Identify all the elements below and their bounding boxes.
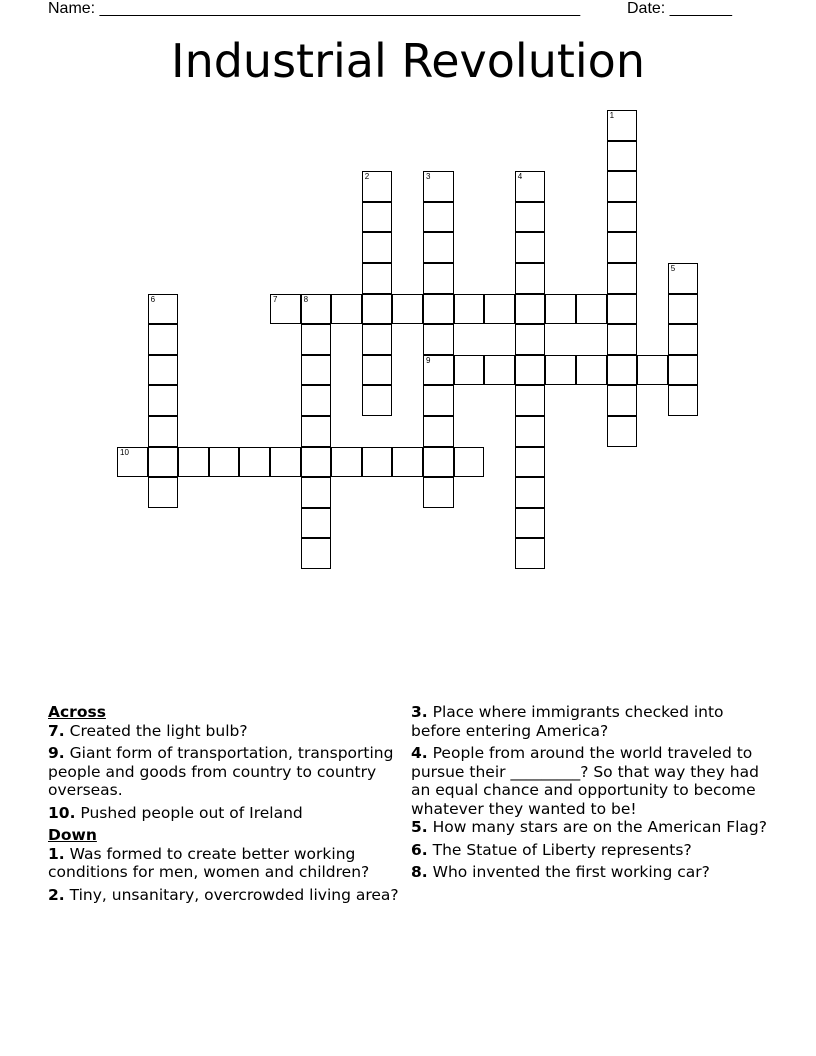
grid-cell[interactable] bbox=[607, 263, 638, 294]
grid-cell[interactable] bbox=[301, 355, 332, 386]
grid-cell[interactable] bbox=[178, 447, 209, 478]
cell-number: 10 bbox=[120, 447, 129, 457]
clue-number: 4. bbox=[411, 744, 428, 762]
clue-across-9 bbox=[48, 744, 408, 800]
clue-text: The Statue of Liberty represents? bbox=[432, 840, 692, 859]
clue-down-2 bbox=[48, 886, 408, 905]
clue-text: Was formed to create better working conditions for men, women and children? bbox=[48, 844, 370, 881]
grid-cell[interactable] bbox=[637, 355, 668, 386]
grid-cell[interactable] bbox=[607, 385, 638, 416]
grid-cell[interactable] bbox=[545, 294, 576, 325]
cell-number: 6 bbox=[150, 294, 156, 304]
name-field[interactable] bbox=[48, 0, 580, 18]
grid-cell[interactable] bbox=[515, 324, 546, 355]
cell-number: 8 bbox=[303, 294, 309, 304]
date-label: Date: bbox=[627, 0, 670, 17]
grid-cell[interactable] bbox=[607, 110, 638, 141]
grid-cell[interactable] bbox=[362, 294, 393, 325]
grid-cell[interactable] bbox=[484, 294, 515, 325]
grid-cell[interactable] bbox=[148, 294, 179, 325]
grid-cell[interactable] bbox=[423, 263, 454, 294]
grid-cell[interactable] bbox=[576, 294, 607, 325]
grid-cell[interactable] bbox=[362, 355, 393, 386]
clues-left-column bbox=[48, 703, 408, 908]
grid-cell[interactable] bbox=[117, 447, 148, 478]
grid-cell[interactable] bbox=[362, 447, 393, 478]
grid-cell[interactable] bbox=[423, 232, 454, 263]
clue-down-6 bbox=[411, 841, 771, 860]
clue-text: Created the light bulb? bbox=[69, 721, 248, 740]
grid-cell[interactable] bbox=[392, 447, 423, 478]
grid-cell[interactable] bbox=[148, 385, 179, 416]
grid-cell[interactable] bbox=[515, 477, 546, 508]
grid-cell[interactable] bbox=[362, 385, 393, 416]
cell-number: 9 bbox=[426, 355, 431, 365]
clue-text: Giant form of transportation, transporting people and goods from country to country overseas. bbox=[48, 744, 394, 799]
clue-across-7 bbox=[48, 722, 408, 741]
clue-text: Place where immigrants checked into before entering America? bbox=[411, 703, 724, 740]
grid-cell[interactable] bbox=[301, 477, 332, 508]
grid-cell[interactable] bbox=[454, 355, 485, 386]
grid-cell[interactable] bbox=[668, 324, 699, 355]
grid-cell[interactable] bbox=[331, 447, 362, 478]
name-line[interactable]: ______________________________________________________ bbox=[99, 0, 581, 17]
clue-number: 5. bbox=[411, 818, 428, 836]
grid-cell[interactable] bbox=[362, 202, 393, 233]
clue-number: 6. bbox=[411, 840, 428, 859]
grid-cell[interactable] bbox=[239, 447, 270, 478]
clue-across-10 bbox=[48, 804, 408, 823]
clue-number: 1. bbox=[48, 844, 65, 863]
grid-cell[interactable] bbox=[607, 416, 638, 447]
clue-number: 8. bbox=[411, 863, 428, 881]
clue-text: Who invented the first working car? bbox=[432, 863, 710, 881]
grid-cell[interactable] bbox=[148, 355, 179, 386]
clue-down-3 bbox=[411, 703, 771, 740]
cell-number: 3 bbox=[426, 172, 431, 182]
grid-cell[interactable] bbox=[515, 232, 546, 263]
grid-cell[interactable] bbox=[515, 538, 546, 569]
grid-cell[interactable] bbox=[362, 263, 393, 294]
grid-cell[interactable] bbox=[362, 171, 393, 202]
date-field[interactable] bbox=[627, 0, 732, 18]
grid-cell[interactable] bbox=[515, 263, 546, 294]
grid-cell[interactable] bbox=[484, 355, 515, 386]
grid-cell[interactable] bbox=[423, 355, 454, 386]
grid-cell[interactable] bbox=[301, 508, 332, 539]
clue-number: 7. bbox=[48, 721, 65, 740]
grid-cell[interactable] bbox=[148, 324, 179, 355]
grid-cell[interactable] bbox=[515, 385, 546, 416]
grid-cell[interactable] bbox=[423, 202, 454, 233]
grid-cell[interactable] bbox=[148, 416, 179, 447]
cell-number: 1 bbox=[609, 111, 615, 120]
down-heading: Down bbox=[48, 826, 97, 844]
clue-down-1 bbox=[48, 845, 408, 882]
grid-cell[interactable] bbox=[515, 294, 546, 325]
clue-number: 2. bbox=[48, 885, 65, 904]
grid-cell[interactable] bbox=[301, 538, 332, 569]
grid-cell[interactable] bbox=[270, 294, 301, 325]
grid-cell[interactable] bbox=[423, 385, 454, 416]
grid-cell[interactable] bbox=[362, 232, 393, 263]
name-label: Name: bbox=[48, 0, 100, 17]
grid-cell[interactable] bbox=[607, 355, 638, 386]
grid-cell[interactable] bbox=[454, 447, 485, 478]
grid-cell[interactable] bbox=[423, 447, 454, 478]
grid-cell[interactable] bbox=[301, 385, 332, 416]
clue-number: 9. bbox=[48, 744, 65, 762]
grid-cell[interactable] bbox=[576, 355, 607, 386]
cell-number: 2 bbox=[364, 172, 370, 182]
clue-text: How many stars are on the American Flag? bbox=[432, 818, 767, 836]
grid-cell[interactable] bbox=[515, 202, 546, 233]
clue-number: 10. bbox=[48, 803, 76, 822]
clue-down-8 bbox=[411, 863, 771, 882]
grid-cell[interactable] bbox=[301, 324, 332, 355]
grid-cell[interactable] bbox=[668, 355, 699, 386]
cell-number: 4 bbox=[517, 172, 523, 182]
grid-cell[interactable] bbox=[668, 263, 699, 294]
grid-cell[interactable] bbox=[392, 294, 423, 325]
date-line[interactable]: _______ bbox=[669, 0, 732, 17]
grid-cell[interactable] bbox=[423, 171, 454, 202]
grid-cell[interactable] bbox=[668, 294, 699, 325]
grid-cell[interactable] bbox=[301, 294, 332, 325]
clue-number: 3. bbox=[411, 703, 428, 721]
grid-cell[interactable] bbox=[301, 447, 332, 478]
grid-cell[interactable] bbox=[515, 447, 546, 478]
grid-cell[interactable] bbox=[545, 355, 576, 386]
grid-cell[interactable] bbox=[301, 416, 332, 447]
grid-cell[interactable] bbox=[331, 294, 362, 325]
clue-text: Pushed people out of Ireland bbox=[80, 803, 303, 822]
grid-cell[interactable] bbox=[423, 294, 454, 325]
grid-cell[interactable] bbox=[607, 324, 638, 355]
grid-cell[interactable] bbox=[515, 171, 546, 202]
cell-number: 7 bbox=[273, 294, 278, 304]
across-heading: Across bbox=[48, 703, 106, 721]
grid-cell[interactable] bbox=[515, 355, 546, 386]
grid-cell[interactable] bbox=[515, 508, 546, 539]
grid-cell[interactable] bbox=[454, 294, 485, 325]
clue-text: People from around the world traveled to pursue their _________? So that way they had an equal chance and opportunity to become whatever they wanted to be! bbox=[411, 744, 759, 818]
grid-cell[interactable] bbox=[607, 141, 638, 172]
grid-cell[interactable] bbox=[270, 447, 301, 478]
cell-number: 5 bbox=[670, 264, 676, 273]
grid-cell[interactable] bbox=[148, 477, 179, 508]
clue-down-5 bbox=[411, 818, 771, 837]
grid-cell[interactable] bbox=[668, 385, 699, 416]
grid-cell[interactable] bbox=[607, 202, 638, 233]
grid-cell[interactable] bbox=[209, 447, 240, 478]
grid-cell[interactable] bbox=[423, 416, 454, 447]
grid-cell[interactable] bbox=[423, 477, 454, 508]
grid-cell[interactable] bbox=[148, 447, 179, 478]
grid-cell[interactable] bbox=[515, 416, 546, 447]
clues-right-column bbox=[411, 703, 771, 886]
clue-text: Tiny, unsanitary, overcrowded living area? bbox=[69, 885, 399, 904]
grid-cell[interactable] bbox=[607, 232, 638, 263]
clue-down-4 bbox=[411, 744, 771, 818]
grid-cell[interactable] bbox=[607, 171, 638, 202]
grid-cell[interactable] bbox=[362, 324, 393, 355]
grid-cell[interactable] bbox=[423, 324, 454, 355]
page-title: Industrial Revolution bbox=[171, 34, 645, 88]
grid-cell[interactable] bbox=[607, 294, 638, 325]
